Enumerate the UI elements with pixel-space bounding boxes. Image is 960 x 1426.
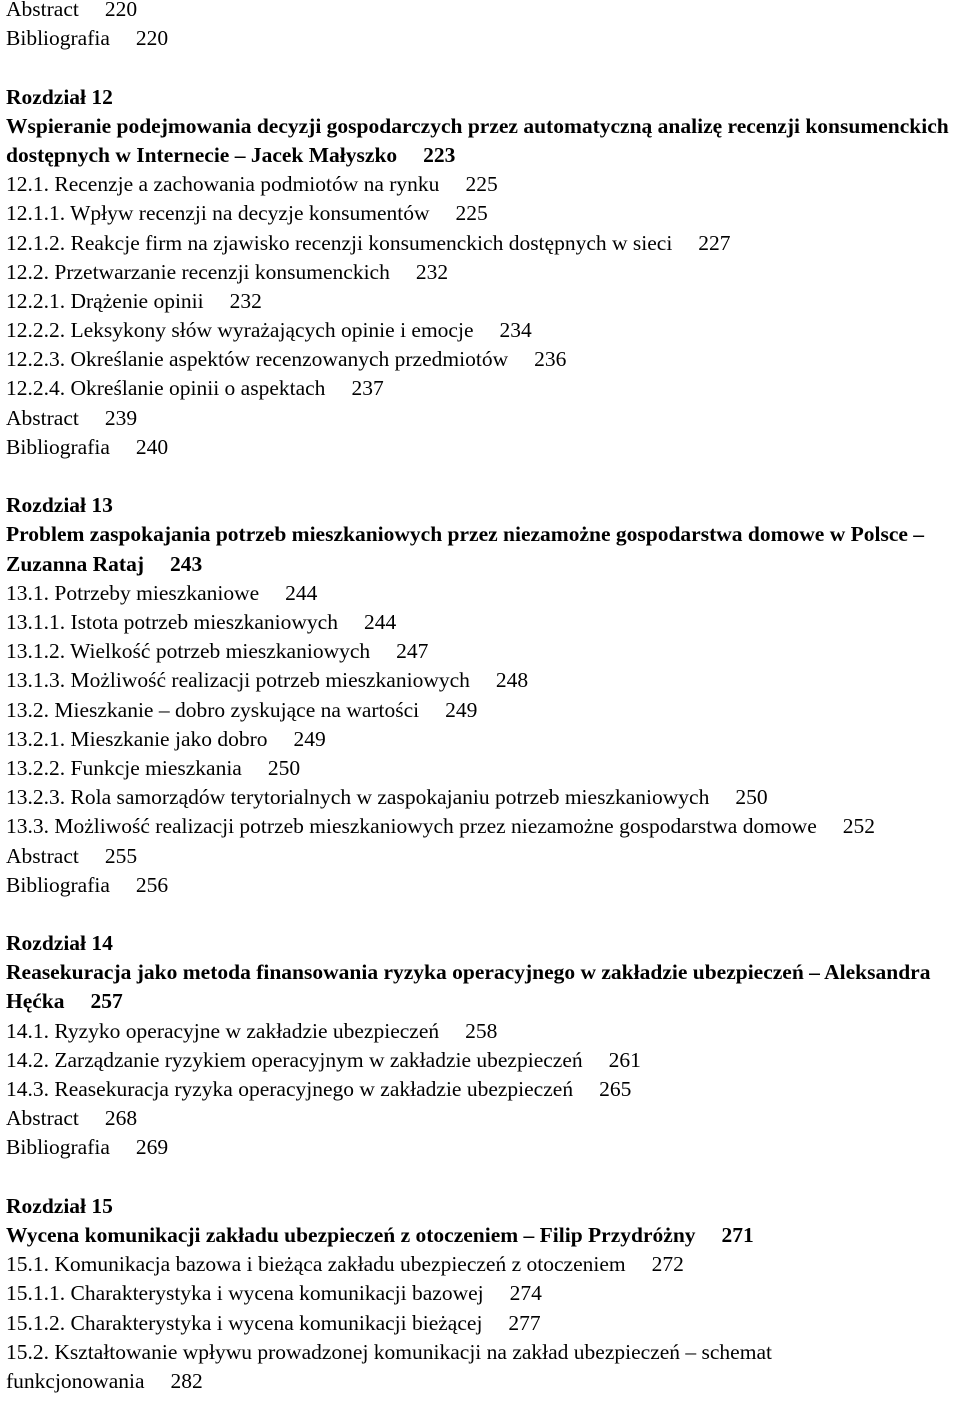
entry-title: 12.1.2. Reakcje firm na zjawisko recenzji konsumenckich dostępnych w sieci: [6, 230, 673, 255]
page-number: 243: [169, 551, 203, 576]
toc-entry: [6, 316, 956, 345]
entry-title: Abstract: [6, 405, 79, 430]
toc-entry: [6, 696, 956, 725]
page-number: 248: [495, 668, 529, 693]
page-number: 227: [698, 230, 731, 255]
toc-entry: [6, 258, 956, 287]
toc-entry: [6, 199, 956, 228]
toc-entry: [6, 1104, 956, 1133]
toc-entry: [6, 871, 956, 900]
toc-entry: [6, 812, 956, 841]
entry-title: Abstract: [6, 1106, 79, 1131]
entry-title: 15.1.2. Charakterystyka i wycena komunikacji bieżącej: [6, 1310, 483, 1335]
entry-title: 13.3. Możliwość realizacji potrzeb mieszkaniowych przez niezamożne gospodarstwa domowe: [6, 814, 817, 839]
page-number: 232: [229, 288, 262, 313]
entry-title: 14.3. Reasekuracja ryzyka operacyjnego w zakładzie ubezpieczeń: [6, 1077, 574, 1102]
page-number: 257: [90, 989, 123, 1014]
entry-title: Rozdział 13: [6, 493, 113, 518]
toc-entry: [6, 170, 956, 199]
page-number: 225: [455, 201, 488, 226]
page-number: 250: [267, 755, 301, 780]
entry-title: Bibliografia: [6, 434, 110, 459]
entry-title: Bibliografia: [6, 26, 110, 51]
entry-title: 12.2. Przetwarzanie recenzji konsumenckich: [6, 259, 390, 284]
toc-entry: [6, 345, 956, 374]
page-number: 250: [735, 785, 768, 810]
page-number: 265: [599, 1077, 632, 1102]
entry-title: 13.1.2. Wielkość potrzeb mieszkaniowych: [6, 639, 371, 664]
entry-title: 15.1.1. Charakterystyka i wycena komunikacji bazowej: [6, 1281, 484, 1306]
entry-title: 12.2.4. Określanie opinii o aspektach: [6, 376, 326, 401]
page-number: 269: [135, 1135, 169, 1160]
toc-entry: [6, 1250, 956, 1279]
toc-entry: [6, 666, 956, 695]
entry-title: 12.1.1. Wpływ recenzji na decyzje konsumentów: [6, 201, 430, 226]
page-number: 244: [363, 610, 397, 634]
page-number: 258: [465, 1018, 498, 1043]
toc-entry: [6, 637, 956, 666]
chapter-title: [6, 520, 956, 578]
table-of-contents: [6, 0, 956, 1396]
entry-title: Rozdział 15: [6, 1193, 113, 1218]
toc-entry: [6, 1046, 956, 1075]
entry-title: 14.2. Zarządzanie ryzykiem operacyjnym w zakładzie ubezpieczeń: [6, 1047, 583, 1072]
entry-title: Wspieranie podejmowania decyzji gospodarczych przez automatyczną analizę recenzji konsumenckich dostępnych w Internecie – Jacek Małyszko: [6, 113, 949, 167]
page-number: 244: [285, 580, 318, 605]
entry-title: 13.2. Mieszkanie – dobro zyskujące na wartości: [6, 697, 420, 722]
entry-title: 13.1. Potrzeby mieszkaniowe: [6, 580, 260, 605]
chapter-heading: [6, 491, 956, 520]
entry-title: 15.2. Kształtowanie wpływu prowadzonej komunikacji na zakład ubezpieczeń – schemat funkcjonowania: [6, 1339, 772, 1393]
entry-title: Wycena komunikacji zakładu ubezpieczeń z otoczeniem – Filip Przydróżny: [6, 1222, 696, 1247]
chapter-heading: [6, 83, 956, 112]
toc-entry: [6, 1279, 956, 1308]
chapter-title: [6, 112, 956, 170]
page-number: 261: [608, 1047, 641, 1072]
section-gap: [6, 900, 956, 929]
page-number: 240: [135, 434, 169, 459]
entry-title: Rozdział 14: [6, 931, 113, 956]
toc-entry: [6, 404, 956, 433]
section-gap: [6, 462, 956, 491]
page-number: 271: [721, 1222, 754, 1247]
chapter-title: [6, 1221, 956, 1250]
page-number: 220: [135, 26, 169, 51]
section-gap: [6, 1163, 956, 1192]
page-number: 220: [104, 0, 138, 21]
toc-entry: [6, 1309, 956, 1338]
toc-entry: [6, 754, 956, 783]
page-number: 223: [423, 142, 456, 167]
toc-entry: [6, 1338, 956, 1396]
toc-entry: [6, 725, 956, 754]
page-number: 274: [509, 1281, 542, 1306]
toc-entry: [6, 433, 956, 462]
toc-entry: [6, 1017, 956, 1046]
entry-title: 14.1. Ryzyko operacyjne w zakładzie ubezpieczeń: [6, 1018, 440, 1043]
entry-title: Abstract: [6, 843, 79, 868]
page-number: 234: [499, 318, 532, 343]
chapter-heading: [6, 1192, 956, 1221]
section-gap: [6, 53, 956, 82]
entry-title: 12.2.1. Drążenie opinii: [6, 288, 204, 313]
page-number: 232: [415, 259, 449, 284]
entry-title: Reasekuracja jako metoda finansowania ryzyka operacyjnego w zakładzie ubezpieczeń – Aleksandra Hęćka: [6, 960, 931, 1014]
page-number: 247: [396, 639, 429, 664]
page-number: 225: [465, 172, 498, 197]
toc-entry: [6, 287, 956, 316]
toc-entry: [6, 842, 956, 871]
toc-entry: [6, 1075, 956, 1104]
entry-title: 12.1. Recenzje a zachowania podmiotów na rynku: [6, 172, 440, 197]
entry-title: 13.1.3. Możliwość realizacji potrzeb mieszkaniowych: [6, 668, 470, 693]
page-number: 277: [508, 1310, 541, 1335]
toc-entry: [6, 374, 956, 403]
page-number: 249: [445, 697, 478, 722]
toc-entry: [6, 579, 956, 608]
page-number: 282: [170, 1368, 203, 1393]
chapter-heading: [6, 929, 956, 958]
entry-title: Bibliografia: [6, 1135, 110, 1160]
toc-entry: [6, 0, 956, 24]
entry-title: 13.2.2. Funkcje mieszkania: [6, 755, 242, 780]
page-number: 272: [651, 1252, 684, 1277]
entry-title: 13.2.3. Rola samorządów terytorialnych w zaspokajaniu potrzeb mieszkaniowych: [6, 785, 710, 810]
chapter-title: [6, 958, 956, 1016]
entry-title: 13.1.1. Istota potrzeb mieszkaniowych: [6, 610, 338, 634]
page-number: 255: [104, 843, 138, 868]
entry-title: Problem zaspokajania potrzeb mieszkaniowych przez niezamożne gospodarstwa domowe w Polsce – Zuzanna Rataj: [6, 522, 925, 576]
page-number: 268: [104, 1106, 138, 1131]
toc-entry: [6, 24, 956, 53]
entry-title: Rozdział 12: [6, 84, 113, 109]
page-number: 249: [293, 726, 326, 751]
toc-entry: [6, 608, 956, 637]
entry-title: 13.2.1. Mieszkanie jako dobro: [6, 726, 268, 751]
page-number: 256: [135, 872, 169, 897]
toc-entry: [6, 1133, 956, 1162]
entry-title: 12.2.3. Określanie aspektów recenzowanych przedmiotów: [6, 347, 509, 372]
page-number: 239: [104, 405, 138, 430]
page-number: 237: [351, 376, 384, 401]
page-number: 252: [842, 814, 875, 839]
toc-entry: [6, 783, 956, 812]
entry-title: Bibliografia: [6, 872, 110, 897]
entry-title: Abstract: [6, 0, 79, 21]
entry-title: 15.1. Komunikacja bazowa i bieżąca zakładu ubezpieczeń z otoczeniem: [6, 1252, 626, 1277]
entry-title: 12.2.2. Leksykony słów wyrażających opinie i emocje: [6, 318, 474, 343]
page-number: 236: [534, 347, 567, 372]
toc-entry: [6, 229, 956, 258]
